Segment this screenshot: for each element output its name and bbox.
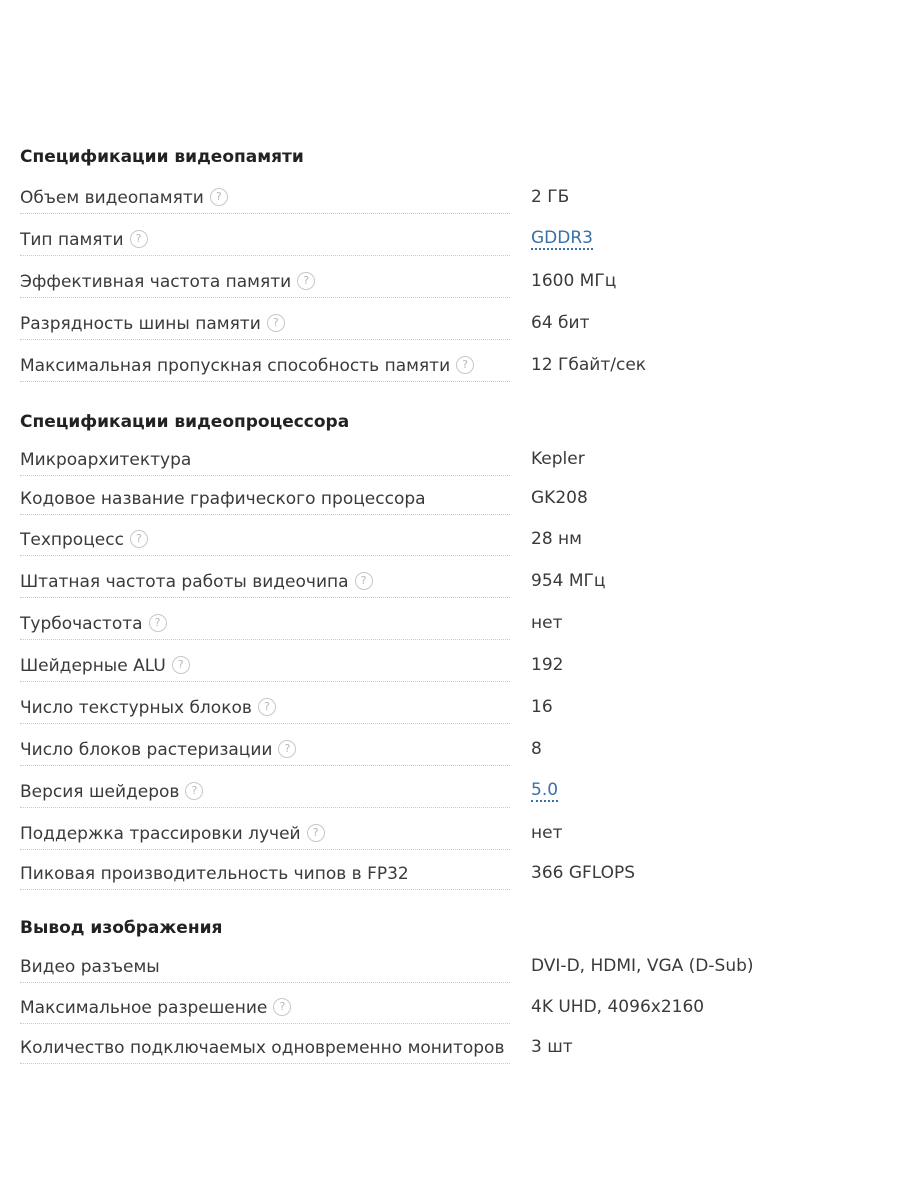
spec-label: Шейдерные ALU ? — [20, 655, 198, 677]
spec-label: Эффективная частота памяти ? — [20, 271, 323, 293]
spec-label: Микроархитектура — [20, 449, 199, 471]
help-icon[interactable]: ? — [297, 272, 315, 290]
section-title-display-output: Вывод изображения — [20, 918, 223, 938]
help-icon[interactable]: ? — [185, 782, 203, 800]
help-icon[interactable]: ? — [258, 698, 276, 716]
spec-label: Версия шейдеров ? — [20, 781, 211, 803]
help-icon[interactable]: ? — [307, 824, 325, 842]
help-icon[interactable]: ? — [267, 314, 285, 332]
spec-label: Пиковая производительность чипов в FP32 — [20, 863, 417, 885]
spec-value: нет — [531, 823, 563, 843]
section-title-gpu: Спецификации видеопроцессора — [20, 412, 350, 432]
help-icon[interactable]: ? — [273, 998, 291, 1016]
spec-label: Видео разъемы — [20, 956, 168, 978]
spec-row-max-resolution — [20, 994, 880, 1024]
spec-row-rops — [20, 736, 880, 766]
spec-row-shader-alu — [20, 652, 880, 682]
spec-row-video-ports — [20, 953, 880, 983]
spec-value: 2 ГБ — [531, 187, 570, 207]
spec-label: Максимальная пропускная способность памяти ? — [20, 355, 482, 377]
spec-row-memory-type — [20, 226, 880, 256]
help-icon[interactable]: ? — [172, 656, 190, 674]
spec-row-texture-units — [20, 694, 880, 724]
spec-value: 16 — [531, 697, 553, 717]
help-icon[interactable]: ? — [130, 530, 148, 548]
spec-row-base-clock — [20, 568, 880, 598]
spec-row-gpu-codename — [20, 485, 880, 515]
spec-label: Кодовое название графического процессора — [20, 488, 434, 510]
spec-label: Число текстурных блоков ? — [20, 697, 284, 719]
help-icon[interactable]: ? — [149, 614, 167, 632]
spec-row-ray-tracing — [20, 820, 880, 850]
spec-value: 1600 МГц — [531, 271, 617, 291]
section-title-video-memory: Спецификации видеопамяти — [20, 147, 304, 167]
spec-label: Поддержка трассировки лучей ? — [20, 823, 333, 845]
spec-row-memory-size — [20, 184, 880, 214]
spec-value-link[interactable]: GDDR3 — [531, 228, 593, 248]
help-icon[interactable]: ? — [130, 230, 148, 248]
spec-row-bus-width — [20, 310, 880, 340]
spec-row-fp32-performance — [20, 860, 880, 890]
spec-value: 4K UHD, 4096x2160 — [531, 997, 705, 1017]
spec-row-bandwidth — [20, 352, 880, 382]
spec-value-link[interactable]: 5.0 — [531, 780, 559, 800]
help-icon[interactable]: ? — [278, 740, 296, 758]
spec-label: Количество подключаемых одновременно мониторов — [20, 1037, 510, 1059]
spec-value: нет — [531, 613, 563, 633]
spec-row-memory-frequency — [20, 268, 880, 298]
spec-value: 28 нм — [531, 529, 582, 549]
spec-label: Разрядность шины памяти ? — [20, 313, 293, 335]
spec-row-monitor-count — [20, 1034, 880, 1064]
help-icon[interactable]: ? — [210, 188, 228, 206]
spec-value: 8 — [531, 739, 542, 759]
spec-row-turbo-clock — [20, 610, 880, 640]
spec-value: 954 МГц — [531, 571, 606, 591]
spec-value: DVI-D, HDMI, VGA (D-Sub) — [531, 956, 754, 976]
spec-label: Максимальное разрешение ? — [20, 997, 299, 1019]
spec-row-shader-version — [20, 778, 880, 808]
spec-label: Техпроцесс ? — [20, 529, 156, 551]
spec-label: Турбочастота ? — [20, 613, 175, 635]
spec-label: Тип памяти ? — [20, 229, 156, 251]
spec-label: Штатная частота работы видеочипа ? — [20, 571, 381, 593]
spec-value: 64 бит — [531, 313, 590, 333]
spec-row-microarchitecture — [20, 446, 880, 476]
spec-value: Kepler — [531, 449, 585, 469]
spec-value: 192 — [531, 655, 564, 675]
spec-value: 366 GFLOPS — [531, 863, 636, 883]
spec-label: Объем видеопамяти ? — [20, 187, 236, 209]
spec-value: GK208 — [531, 488, 588, 508]
spec-row-process — [20, 526, 880, 556]
spec-value: 12 Гбайт/сек — [531, 355, 647, 375]
help-icon[interactable]: ? — [456, 356, 474, 374]
spec-label: Число блоков растеризации ? — [20, 739, 304, 761]
help-icon[interactable]: ? — [355, 572, 373, 590]
spec-value: 3 шт — [531, 1037, 573, 1057]
